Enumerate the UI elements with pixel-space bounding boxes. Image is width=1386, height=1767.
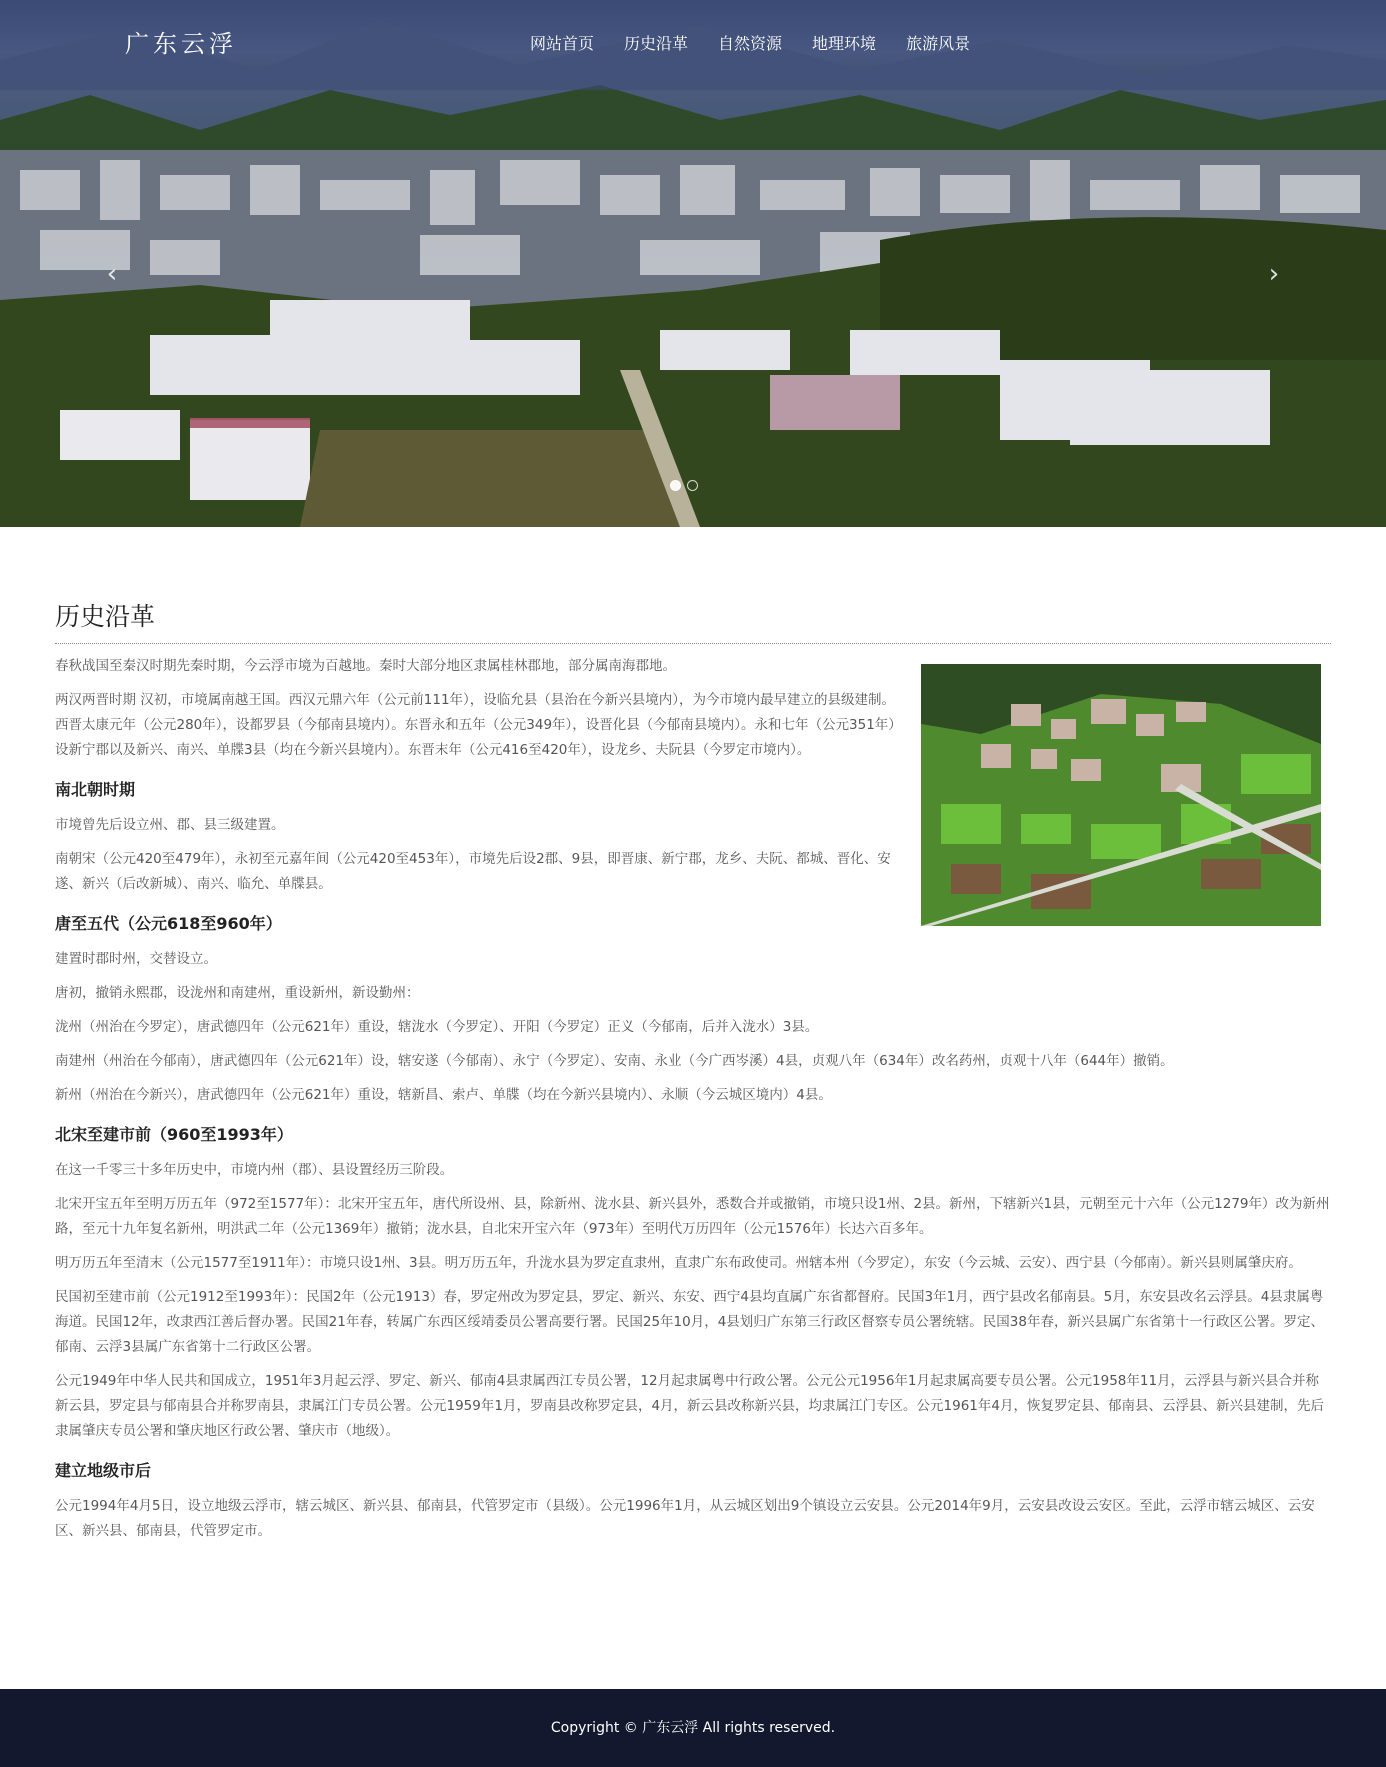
village-fields-photo (921, 664, 1321, 926)
chevron-right-icon[interactable]: › (1268, 259, 1280, 289)
paragraph-nanbei-1: 市境曾先后设立州、郡、县三级建置。 (55, 817, 285, 833)
paragraph-tang-2: 唐初，撤销永熙郡，设泷州和南建州，重设新州，新设勤州： (55, 985, 420, 1001)
paragraph-intro: 春秋战国至秦汉时期先秦时期，今云浮市境为百越地。秦时大部分地区隶属桂林郡地，部分属南海郡地。 (55, 658, 676, 674)
chevron-left-icon[interactable]: ‹ (106, 259, 118, 289)
paragraph-song-4: 民国初至建市前（公元1912至1993年）：民国2年（公元1913）春，罗定州改为罗定县，罗定、新兴、东安、西宁4县均直属广东省都督府。民国3年1月，西宁县改名郁南县。5月，东安县改名云浮县。4县隶属粤海道。民国12年，改隶西江善后督办署。民国21年春，转属广东西区绥靖委员公署高要行署。民国25年10月，4县划归广东第三行政区督察专员公署统辖。民国38年春，新兴县属广东省第十一行政区公署。罗定、郁南、云浮3县属广东省第十二行政区公署。 (55, 1289, 1324, 1355)
footer (0, 1689, 1386, 1767)
paragraph-tang-4: 南建州（州治在今郁南），唐武德四年（公元621年）设，辖安遂（今郁南）、永宁（今罗定）、安南、永业（今广西岑溪）4县，贞观八年（634年）改名药州，贞观十八年（644年）撤销。 (55, 1053, 1174, 1069)
paragraph-nanbei-2: 南朝宋（公元420至479年），永初至元嘉年间（公元420至453年），市境先后设2郡、9县，即晋康、新宁郡，龙乡、夫阮、都城、晋化、安遂、新兴（后改新城）、南兴、临允、单牒县。 (55, 851, 891, 892)
subheading-city: 建立地级市后 (55, 1461, 152, 1480)
nav-home[interactable]: 网站首页 (530, 34, 595, 53)
carousel-dot[interactable] (670, 480, 681, 491)
subheading-tang: 唐至五代（公元618至960年） (55, 914, 282, 933)
paragraph-city-1: 公元1994年4月5日，设立地级云浮市，辖云城区、新兴县、郁南县，代管罗定市（县级）。公元1996年1月，从云城区划出9个镇设立云安县。公元2014年9月，云安县改设云安区。至此，云浮市辖云城区、云安区、新兴县、郁南县，代管罗定市。 (55, 1498, 1315, 1539)
main-content (55, 597, 1331, 1553)
paragraph-song-3: 明万历五年至清末（公元1577至1911年）：市境只设1州、3县。明万历五年，升泷水县为罗定直隶州，直隶广东布政使司。州辖本州（今罗定），东安（今云城、云安）、西宁县（今郁南）。新兴县则属肇庆府。 (55, 1255, 1302, 1271)
nav-history[interactable]: 历史沿革 (624, 34, 689, 53)
paragraph-tang-1: 建置时郡时州，交替设立。 (55, 951, 217, 967)
nav-tourism[interactable]: 旅游风景 (906, 34, 971, 53)
paragraph-song-5: 公元1949年中华人民共和国成立，1951年3月起云浮、罗定、新兴、郁南4县隶属西江专员公署，12月起隶属粤中行政公署。公元公元1956年1月起隶属高要专员公署。公元1958年11月，云浮县与新兴县合并称新云县，罗定县与郁南县合并称罗南县，隶属江门专员公署。公元1959年1月，罗南县改称罗定县，4月，新云县改称新兴县，均隶属江门专区。公元1961年4月，恢复罗定县、郁南县、云浮县、新兴县建制，先后隶属肇庆专员公署和肇庆地区行政公署、肇庆市（地级）。 (55, 1373, 1324, 1439)
copyright-text: Copyright © 广东云浮 All rights reserved. (550, 1720, 836, 1736)
page-title: 历史沿革 (55, 597, 1331, 644)
nav-resources[interactable]: 自然资源 (718, 34, 783, 53)
subheading-nanbei: 南北朝时期 (55, 780, 136, 799)
paragraph-tang-5: 新州（州治在今新兴），唐武德四年（公元621年）重设，辖新昌、索卢、单牒（均在今新兴县境内）、永顺（今云城区境内）4县。 (55, 1087, 832, 1103)
navbar (0, 0, 1386, 90)
brand-logo[interactable]: 广东云浮 (125, 30, 237, 58)
subheading-song: 北宋至建市前（960至1993年） (55, 1125, 293, 1144)
carousel-dot[interactable] (687, 480, 698, 491)
hero-carousel (0, 0, 1386, 527)
nav-geography[interactable]: 地理环境 (812, 34, 877, 53)
carousel-indicators (670, 480, 698, 491)
paragraph-song-1: 在这一千零三十多年历史中，市境内州（郡）、县设置经历三阶段。 (55, 1162, 454, 1178)
paragraph-han: 两汉两晋时期 汉初，市境属南越王国。西汉元鼎六年（公元前111年），设临允县（县治在今新兴县境内），为今市境内最早建立的县级建制。西晋太康元年（公元280年），设都罗县（今郁南县境内）。东晋永和五年（公元349年），设晋化县（今郁南县境内）。永和七年（公元351年）设新宁郡以及新兴、南兴、单牒3县（均在今新兴县境内）。东晋末年（公元416至420年），设龙乡、夫阮县（今罗定市境内）。 (55, 692, 902, 758)
paragraph-song-2: 北宋开宝五年至明万历五年（972至1577年）：北宋开宝五年，唐代所设州、县，除新州、泷水县、新兴县外，悉数合并或撤销，市境只设1州、2县。新州，下辖新兴1县，元朝至元十六年（公元1279年）改为新州路，至元十九年复名新州，明洪武二年（公元1369年）撤销；泷水县，自北宋开宝六年（973年）至明代万历四年（公元1576年）长达六百多年。 (55, 1196, 1330, 1237)
paragraph-tang-3: 泷州（州治在今罗定），唐武德四年（公元621年）重设，辖泷水（今罗定）、开阳（今罗定）正义（今郁南，后并入泷水）3县。 (55, 1019, 819, 1035)
nav-menu (515, 32, 985, 56)
